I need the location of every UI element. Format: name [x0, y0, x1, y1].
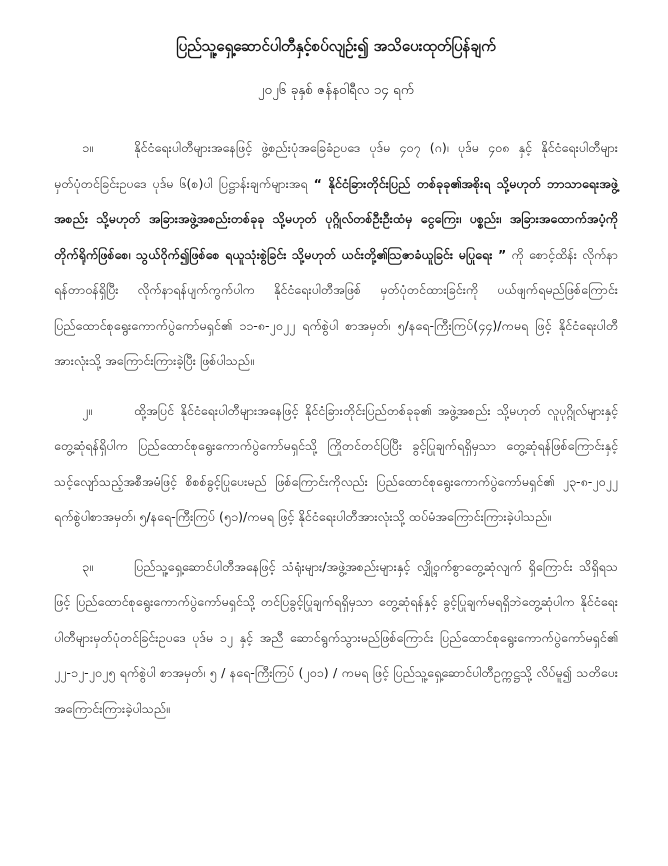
paragraph-text: ထို့အပြင် နိုင်ငံရေးပါတီများအနေဖြင့် နိုင်ငံခြားတိုင်းပြည်တစ်ခုခု၏ အဖွဲ့အစည်း သို့မဟုတ် လူပုဂ္ဂိုလ်များနှင့် တွေ့ဆုံရန်ရှိပါက ပြည်ထောင်စုရွေးကောက်ပွဲကော်မရှင်သို့ ကြိုတင်တင်ပြပြီး ခွင့်ပြုချက်ရရှိမှသာ တွေ့ဆုံရန်ဖြစ်ကြောင်းနှင့် သင့်လျော်သည့်အစီအမံဖြင့် စိစစ်ခွင့်ပြုပေးမည် ဖြစ်ကြောင်းကိုလည်း ပြည်ထောင်စုရွေးကောက်ပွဲကော်မရှင်၏ ၂၃-၈-၂၀၂၂ ရက်စွဲပါစာအမှတ်၊ ၅/နရေ-ကြီးကြပ် (၅၁)/ကမရ ဖြင့် နိုင်ငံရေးပါတီအားလုံးသို့ ထပ်မံအကြောင်းကြားခဲ့ပါသည်။ [54, 402, 618, 524]
document-title: ပြည်သူ့ရှေ့ဆောင်ပါတီနှင့်စပ်လျဉ်း၍ အသိပေးထုတ်ပြန်ချက် [176, 37, 496, 55]
paragraph-1 [54, 130, 618, 379]
paragraph-text: ပြည်သူ့ရှေ့ဆောင်ပါတီအနေဖြင့် သံရုံးများ/အဖွဲ့အစည်းများနှင့် လျှို့ဝှက်စွာတွေ့ဆုံလျက် ရှိကြောင်း သိရှိရသဖြင့် ပြည်ထောင်စုရွေးကောက်ပွဲကော်မရှင်သို့ တင်ပြခွင့်ပြုချက်ရရှိမှသာ တွေ့ဆုံရန်နှင့် ခွင့်ပြုချက်မရရှိဘဲတွေ့ဆုံပါက နိုင်ငံရေးပါတီများမှတ်ပုံတင်ခြင်းဥပဒေ ပုဒ်မ ၁၂ နှင့် အညီ ဆောင်ရွက်သွားမည်ဖြစ်ကြောင်း ပြည်ထောင်စုရွေးကောက်ပွဲကော်မရှင်၏ ၂၂-၁၂-၂၀၂၅ ရက်စွဲပါ စာအမှတ်၊ ၅ / နရေ-ကြီးကြပ် (၂၀၁) / ကမရ ဖြင့် ပြည်သူ့ရှေ့ဆောင်ပါတီဥက္ကဋ္ဌသို့ လိပ်မူ၍ သတိပေး အကြောင်းကြားခဲ့ပါသည်။ [54, 558, 618, 716]
document-date: ၂၀၂၆ ခုနှစ် ဇန်နဝါရီလ ၁၄ ရက် [257, 82, 415, 98]
paragraph-2 [54, 393, 618, 535]
quoted-provision: “ နိုင်ငံခြားတိုင်းပြည် တစ်ခုခု၏အစိုးရ သို့မဟုတ် ဘာသာရေးအဖွဲ့အစည်း သို့မဟုတ် အခြားအဖွဲ့အစည်းတစ်ခုခု သို့မဟုတ် ပုဂ္ဂိုလ်တစ်ဦးဦးထံမှ ငွေကြေး၊ ပစ္စည်း၊ အခြားအထောက်အပံ့ကို တိုက်ရိုက်ဖြစ်စေ၊ သွယ်ဝိုက်၍ဖြစ်စေ ရယူသုံးစွဲခြင်း သို့မဟုတ် ယင်းတို့၏ဩဇာခံယူခြင်း မပြုရေး ” [54, 175, 618, 262]
paragraph-number: ၁။ [82, 140, 93, 155]
paragraph-number: ၃။ [82, 558, 93, 574]
paragraph-text: ကို စောင့်ထိန်း လိုက်နာရန်တာဝန်ရှိပြီး လိုက်နာရန်ပျက်ကွက်ပါက နိုင်ငံရေးပါတီအဖြစ် မှတ်ပုံတင်ထားခြင်းကို ပယ်ဖျက်ရမည်ဖြစ်ကြောင်း ပြည်ထောင်စုရွေးကောက်ပွဲကော်မရှင်၏ ၁၁-၈-၂၀၂၂ ရက်စွဲပါ စာအမှတ်၊ ၅/နရေ-ကြီးကြပ်(၄၄)/ကမရ ဖြင့် နိုင်ငံရေးပါတီအားလုံးသို့ အကြောင်းကြားခဲ့ပြီး ဖြစ်ပါသည်။ [54, 246, 618, 368]
paragraph-number: ၂။ [82, 402, 92, 418]
paragraph-text: နိုင်ငံရေးပါတီများအနေဖြင့် ဖွဲ့စည်းပုံအခြေခံဥပဒေ ပုဒ်မ ၄၀၇ (ဂ)၊ ပုဒ်မ ၄၀၈ နှင့် နိုင်ငံရေးပါတီများမှတ်ပုံတင်ခြင်းဥပဒေ ပုဒ်မ ၆(စ)ပါ ပြဋ္ဌာန်းချက်များအရ [54, 140, 618, 191]
paragraph-3 [54, 549, 618, 727]
